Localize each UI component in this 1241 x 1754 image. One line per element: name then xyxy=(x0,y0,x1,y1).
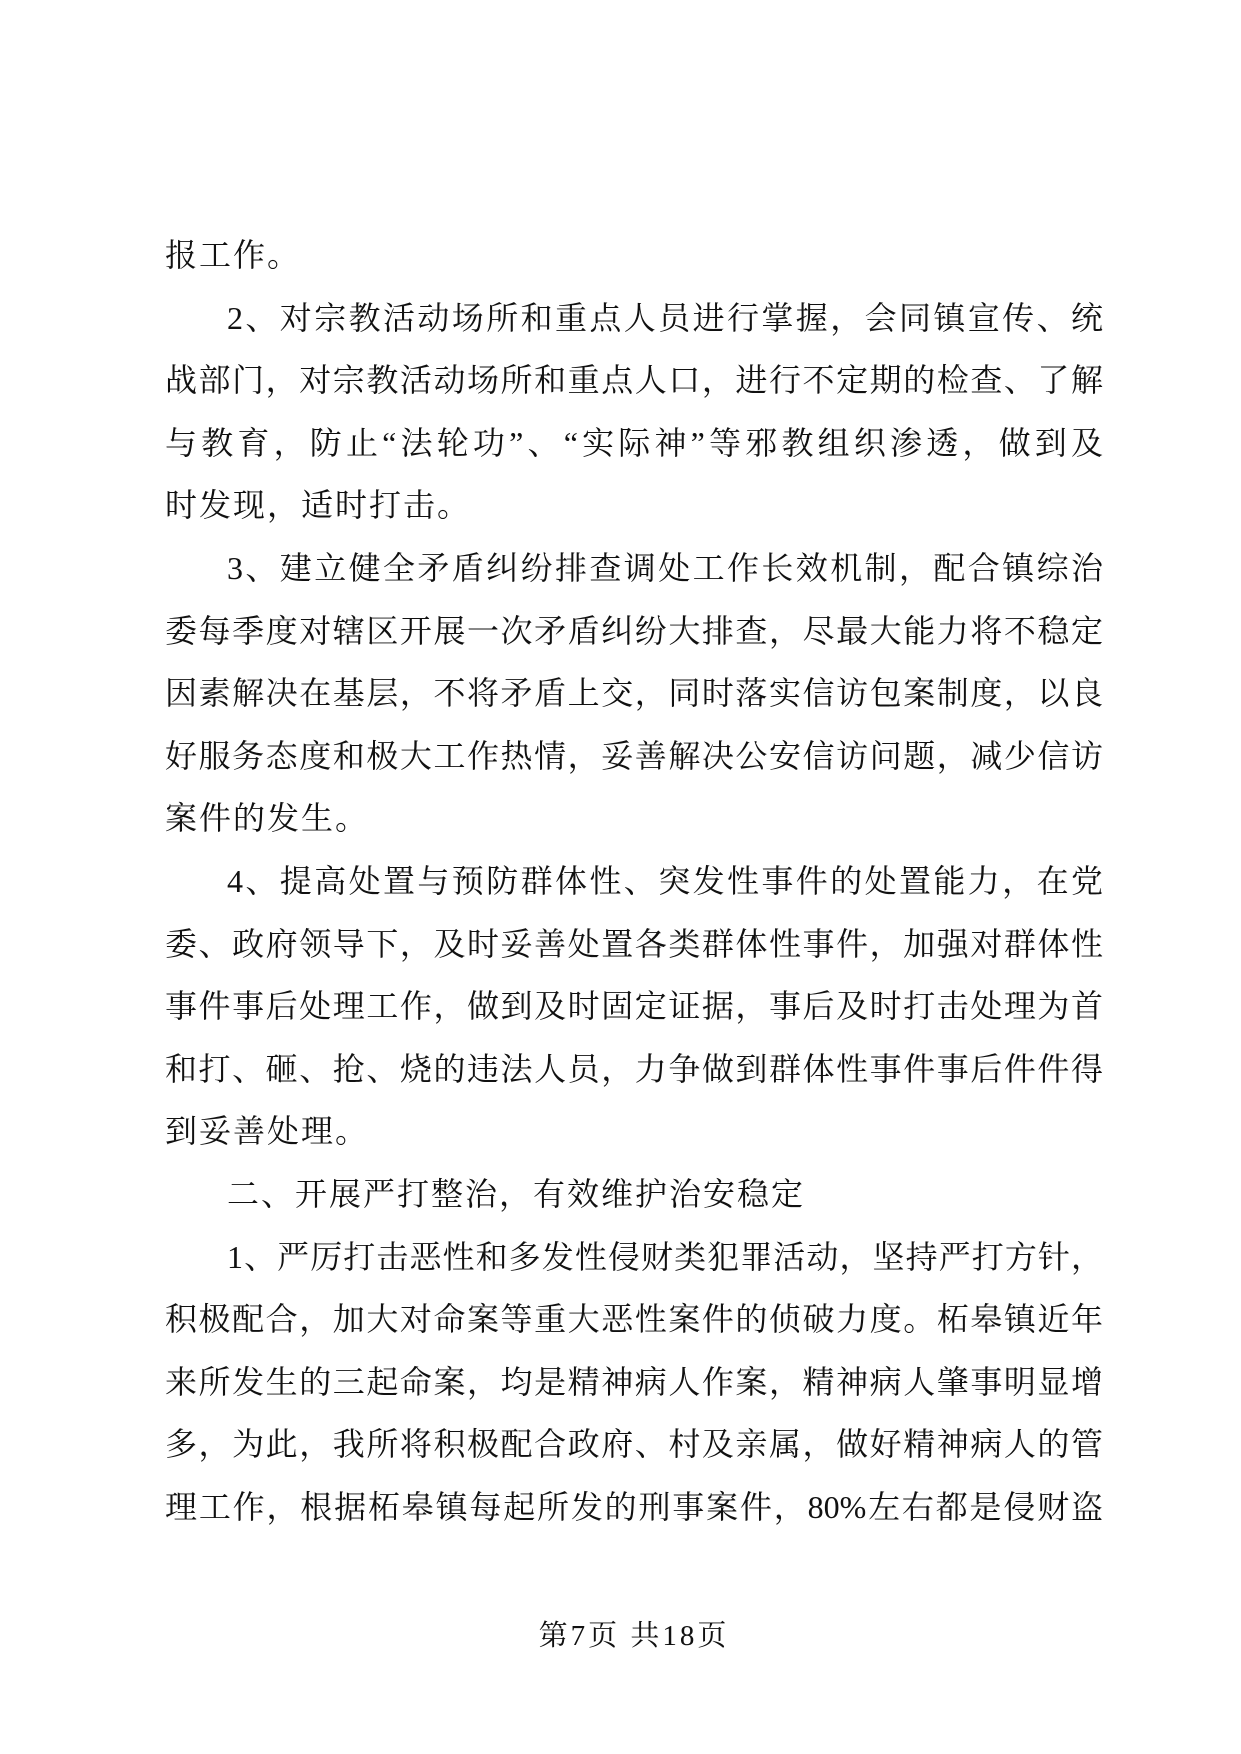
text-line: 积极配合，加大对命案等重大恶性案件的侦破力度。柘皋镇近年 xyxy=(165,1301,1103,1338)
text-line: 二、开展严打整治，有效维护治安稳定 xyxy=(227,1175,806,1212)
text-line: 2、对宗教活动场所和重点人员进行掌握，会同镇宣传、统 xyxy=(227,299,1103,336)
text-line: 事件事后处理工作，做到及时固定证据，事后及时打击处理为首 xyxy=(165,988,1103,1025)
text-line: 1、严厉打击恶性和多发性侵财类犯罪活动，坚持严打方针， xyxy=(227,1238,1103,1275)
text-line: 案件的发生。 xyxy=(165,800,370,837)
text-line: 委、政府领导下，及时妥善处置各类群体性事件，加强对群体性 xyxy=(165,925,1103,962)
text-line: 到妥善处理。 xyxy=(165,1113,370,1150)
text-line: 和打、砸、抢、烧的违法人员，力争做到群体性事件事后件件得 xyxy=(165,1050,1103,1087)
text-line: 理工作，根据柘皋镇每起所发的刑事案件，80%左右都是侵财盗 xyxy=(165,1488,1103,1525)
text-line: 时发现，适时打击。 xyxy=(165,487,472,524)
text-line: 3、建立健全矛盾纠纷排查调处工作长效机制，配合镇综治 xyxy=(227,549,1103,586)
page-footer: 第7页 共18页 xyxy=(538,1620,730,1652)
text-line: 战部门，对宗教活动场所和重点人口，进行不定期的检查、了解 xyxy=(165,362,1103,399)
document-body xyxy=(165,224,1103,1538)
text-line: 因素解决在基层，不将矛盾上交，同时落实信访包案制度，以良 xyxy=(165,675,1103,712)
text-line: 好服务态度和极大工作热情，妥善解决公安信访问题，减少信访 xyxy=(165,737,1103,774)
text-line: 委每季度对辖区开展一次矛盾纠纷大排查，尽最大能力将不稳定 xyxy=(165,612,1103,649)
text-line: 多，为此，我所将积极配合政府、村及亲属，做好精神病人的管 xyxy=(165,1426,1103,1463)
text-line: 来所发生的三起命案，均是精神病人作案，精神病人肇事明显增 xyxy=(165,1363,1103,1400)
text-line: 4、提高处置与预防群体性、突发性事件的处置能力，在党 xyxy=(227,862,1103,899)
text-line: 与教育，防止“法轮功”、“实际神”等邪教组织渗透，做到及 xyxy=(165,424,1103,461)
text-line: 报工作。 xyxy=(165,237,302,273)
